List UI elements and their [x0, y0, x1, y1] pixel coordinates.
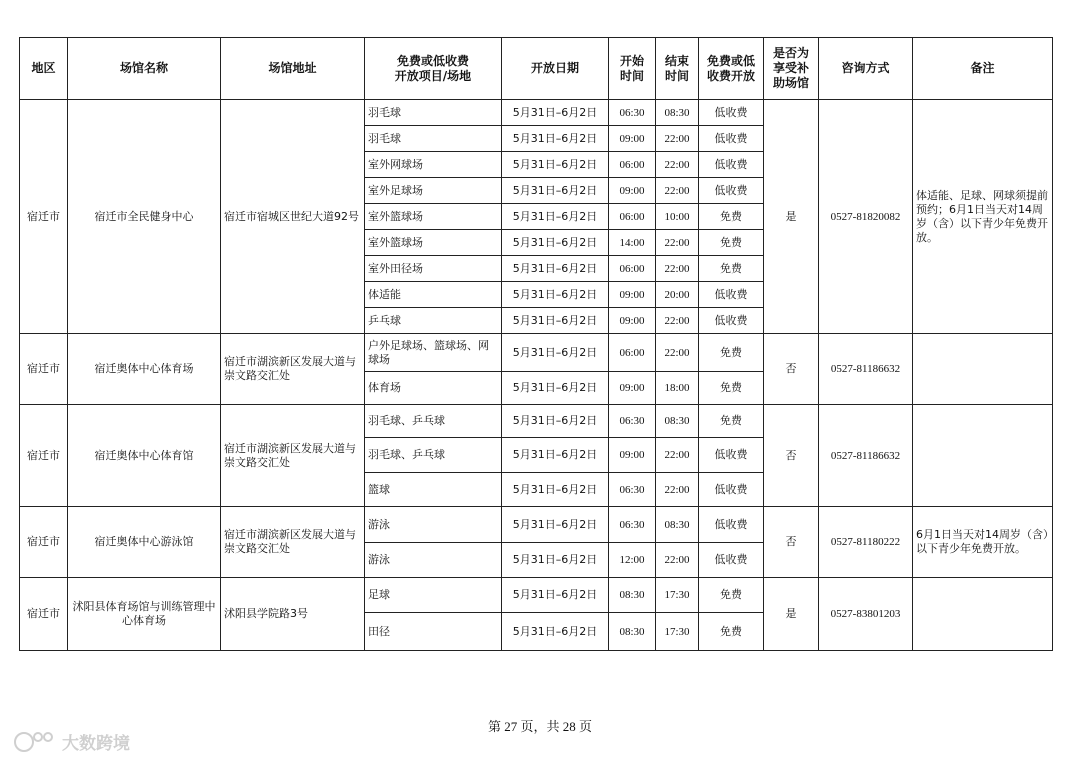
item-cell: 羽毛球、乒乓球	[365, 438, 502, 473]
header-items-line2: 开放项目/场地	[394, 68, 472, 83]
end-time-cell: 22:00	[656, 438, 699, 473]
item-cell: 篮球	[365, 473, 502, 507]
start-time-cell: 09:00	[609, 308, 656, 334]
start-time-cell: 09:00	[609, 438, 656, 473]
end-time-cell: 08:30	[656, 405, 699, 438]
header-venue-name: 场馆名称	[68, 38, 221, 100]
date-cell: 5月31日–6月2日	[502, 178, 609, 204]
header-contact: 咨询方式	[819, 38, 913, 100]
end-time-cell: 10:00	[656, 204, 699, 230]
start-time-cell: 06:00	[609, 334, 656, 372]
item-cell: 室外足球场	[365, 178, 502, 204]
end-time-cell: 20:00	[656, 282, 699, 308]
end-time-cell: 22:00	[656, 126, 699, 152]
venue-address-cell: 宿迁市宿城区世纪大道92号	[221, 100, 365, 334]
venue-name-cell: 沭阳县体育场馆与训练管理中心体育场	[68, 578, 221, 651]
date-cell: 5月31日–6月2日	[502, 230, 609, 256]
item-cell: 羽毛球、乒乓球	[365, 405, 502, 438]
item-cell: 游泳	[365, 507, 502, 543]
header-end-line2: 时间	[664, 68, 689, 83]
watermark-text: 大数跨境	[62, 734, 130, 754]
end-time-cell: 17:30	[656, 613, 699, 651]
item-cell: 体适能	[365, 282, 502, 308]
contact-cell: 0527-81820082	[819, 100, 913, 334]
notes-cell: 6月1日当天对14周岁（含）以下青少年免费开放。	[913, 507, 1053, 578]
end-time-cell: 22:00	[656, 308, 699, 334]
start-time-cell: 06:00	[609, 256, 656, 282]
start-time-cell: 06:00	[609, 204, 656, 230]
fee-cell: 低收费	[699, 438, 764, 473]
item-cell: 室外篮球场	[365, 230, 502, 256]
end-time-cell: 22:00	[656, 473, 699, 507]
fee-cell: 低收费	[699, 126, 764, 152]
venue-address-cell: 宿迁市湖滨新区发展大道与崇文路交汇处	[221, 334, 365, 405]
end-time-cell: 22:00	[656, 543, 699, 578]
start-time-cell: 09:00	[609, 372, 656, 405]
start-time-cell: 09:00	[609, 178, 656, 204]
notes-cell	[913, 334, 1053, 405]
item-cell: 羽毛球	[365, 126, 502, 152]
table-row	[20, 405, 1053, 438]
end-time-cell: 17:30	[656, 578, 699, 613]
fee-cell: 免费	[699, 372, 764, 405]
start-time-cell: 06:30	[609, 507, 656, 543]
start-time-cell: 06:30	[609, 405, 656, 438]
header-items	[365, 38, 502, 100]
venue-table	[19, 37, 1053, 651]
date-cell: 5月31日–6月2日	[502, 100, 609, 126]
fee-cell: 免费	[699, 405, 764, 438]
notes-cell	[913, 578, 1053, 651]
contact-cell: 0527-83801203	[819, 578, 913, 651]
subsidy-cell: 否	[764, 507, 819, 578]
item-cell: 田径	[365, 613, 502, 651]
date-cell: 5月31日–6月2日	[502, 372, 609, 405]
fee-cell: 免费	[699, 256, 764, 282]
date-cell: 5月31日–6月2日	[502, 256, 609, 282]
date-cell: 5月31日–6月2日	[502, 152, 609, 178]
fee-cell: 低收费	[699, 507, 764, 543]
end-time-cell: 22:00	[656, 256, 699, 282]
table-row	[20, 507, 1053, 543]
start-time-cell: 14:00	[609, 230, 656, 256]
end-time-cell: 22:00	[656, 152, 699, 178]
item-cell: 乒乓球	[365, 308, 502, 334]
region-cell: 宿迁市	[20, 100, 68, 334]
start-time-cell: 08:30	[609, 613, 656, 651]
start-time-cell: 06:00	[609, 152, 656, 178]
table-row	[20, 100, 1053, 126]
start-time-cell: 12:00	[609, 543, 656, 578]
header-start	[609, 38, 656, 100]
fee-cell: 免费	[699, 578, 764, 613]
item-cell: 室外田径场	[365, 256, 502, 282]
contact-cell: 0527-81180222	[819, 507, 913, 578]
start-time-cell: 06:30	[609, 473, 656, 507]
end-time-cell: 08:30	[656, 507, 699, 543]
fee-cell: 低收费	[699, 308, 764, 334]
end-time-cell: 18:00	[656, 372, 699, 405]
header-row	[20, 38, 1053, 100]
start-time-cell: 09:00	[609, 126, 656, 152]
notes-cell: 体适能、足球、网球须提前预约；6月1日当天对14周岁（含）以下青少年免费开放。	[913, 100, 1053, 334]
watermark-logo	[10, 727, 150, 757]
contact-cell: 0527-81186632	[819, 405, 913, 507]
date-cell: 5月31日–6月2日	[502, 578, 609, 613]
date-cell: 5月31日–6月2日	[502, 473, 609, 507]
item-cell: 户外足球场、篮球场、网球场	[365, 334, 502, 372]
date-cell: 5月31日–6月2日	[502, 543, 609, 578]
start-time-cell: 09:00	[609, 282, 656, 308]
end-time-cell: 22:00	[656, 230, 699, 256]
subsidy-cell: 是	[764, 100, 819, 334]
fee-cell: 低收费	[699, 178, 764, 204]
item-cell: 体育场	[365, 372, 502, 405]
date-cell: 5月31日–6月2日	[502, 334, 609, 372]
venue-address-cell: 宿迁市湖滨新区发展大道与崇文路交汇处	[221, 507, 365, 578]
fee-cell: 低收费	[699, 100, 764, 126]
header-end	[656, 38, 699, 100]
end-time-cell: 08:30	[656, 100, 699, 126]
subsidy-cell: 否	[764, 405, 819, 507]
region-cell: 宿迁市	[20, 578, 68, 651]
header-items-line1: 免费或低收费	[396, 53, 469, 68]
header-subsidy-line3: 助场馆	[772, 76, 809, 90]
date-cell: 5月31日–6月2日	[502, 308, 609, 334]
item-cell: 游泳	[365, 543, 502, 578]
date-cell: 5月31日–6月2日	[502, 507, 609, 543]
header-notes: 备注	[913, 38, 1053, 100]
date-cell: 5月31日–6月2日	[502, 405, 609, 438]
start-time-cell: 06:30	[609, 100, 656, 126]
header-free	[699, 38, 764, 100]
fee-cell: 免费	[699, 204, 764, 230]
header-region: 地区	[20, 38, 68, 100]
header-free-line2: 收费开放	[706, 68, 755, 83]
venue-name-cell: 宿迁市全民健身中心	[68, 100, 221, 334]
table-row	[20, 334, 1053, 372]
header-free-line1: 免费或低	[706, 53, 755, 68]
item-cell: 羽毛球	[365, 100, 502, 126]
fee-cell: 免费	[699, 334, 764, 372]
venue-address-cell: 沭阳县学院路3号	[221, 578, 365, 651]
venue-name-cell: 宿迁奥体中心体育场	[68, 334, 221, 405]
item-cell: 室外网球场	[365, 152, 502, 178]
page-number: 第 27 页，共 28 页	[487, 719, 592, 734]
date-cell: 5月31日–6月2日	[502, 613, 609, 651]
fee-cell: 低收费	[699, 473, 764, 507]
header-open-date: 开放日期	[502, 38, 609, 100]
item-cell: 室外篮球场	[365, 204, 502, 230]
contact-cell: 0527-81186632	[819, 334, 913, 405]
subsidy-cell: 否	[764, 334, 819, 405]
header-subsidy-line2: 享受补	[772, 61, 809, 75]
end-time-cell: 22:00	[656, 334, 699, 372]
header-subsidy-line1: 是否为	[772, 46, 809, 60]
header-start-line1: 开始	[619, 53, 644, 68]
date-cell: 5月31日–6月2日	[502, 126, 609, 152]
region-cell: 宿迁市	[20, 405, 68, 507]
subsidy-cell: 是	[764, 578, 819, 651]
fee-cell: 低收费	[699, 282, 764, 308]
header-end-line1: 结束	[664, 53, 689, 68]
venue-address-cell: 宿迁市湖滨新区发展大道与崇文路交汇处	[221, 405, 365, 507]
fee-cell: 低收费	[699, 152, 764, 178]
region-cell: 宿迁市	[20, 507, 68, 578]
fee-cell: 低收费	[699, 543, 764, 578]
header-start-line2: 时间	[619, 68, 644, 83]
end-time-cell: 22:00	[656, 178, 699, 204]
venue-name-cell: 宿迁奥体中心体育馆	[68, 405, 221, 507]
date-cell: 5月31日–6月2日	[502, 282, 609, 308]
fee-cell: 免费	[699, 613, 764, 651]
venue-name-cell: 宿迁奥体中心游泳馆	[68, 507, 221, 578]
date-cell: 5月31日–6月2日	[502, 438, 609, 473]
header-venue-address: 场馆地址	[221, 38, 365, 100]
date-cell: 5月31日–6月2日	[502, 204, 609, 230]
region-cell: 宿迁市	[20, 334, 68, 405]
item-cell: 足球	[365, 578, 502, 613]
fee-cell: 免费	[699, 230, 764, 256]
table-row	[20, 578, 1053, 613]
header-subsidy	[764, 38, 819, 100]
start-time-cell: 08:30	[609, 578, 656, 613]
notes-cell	[913, 405, 1053, 507]
